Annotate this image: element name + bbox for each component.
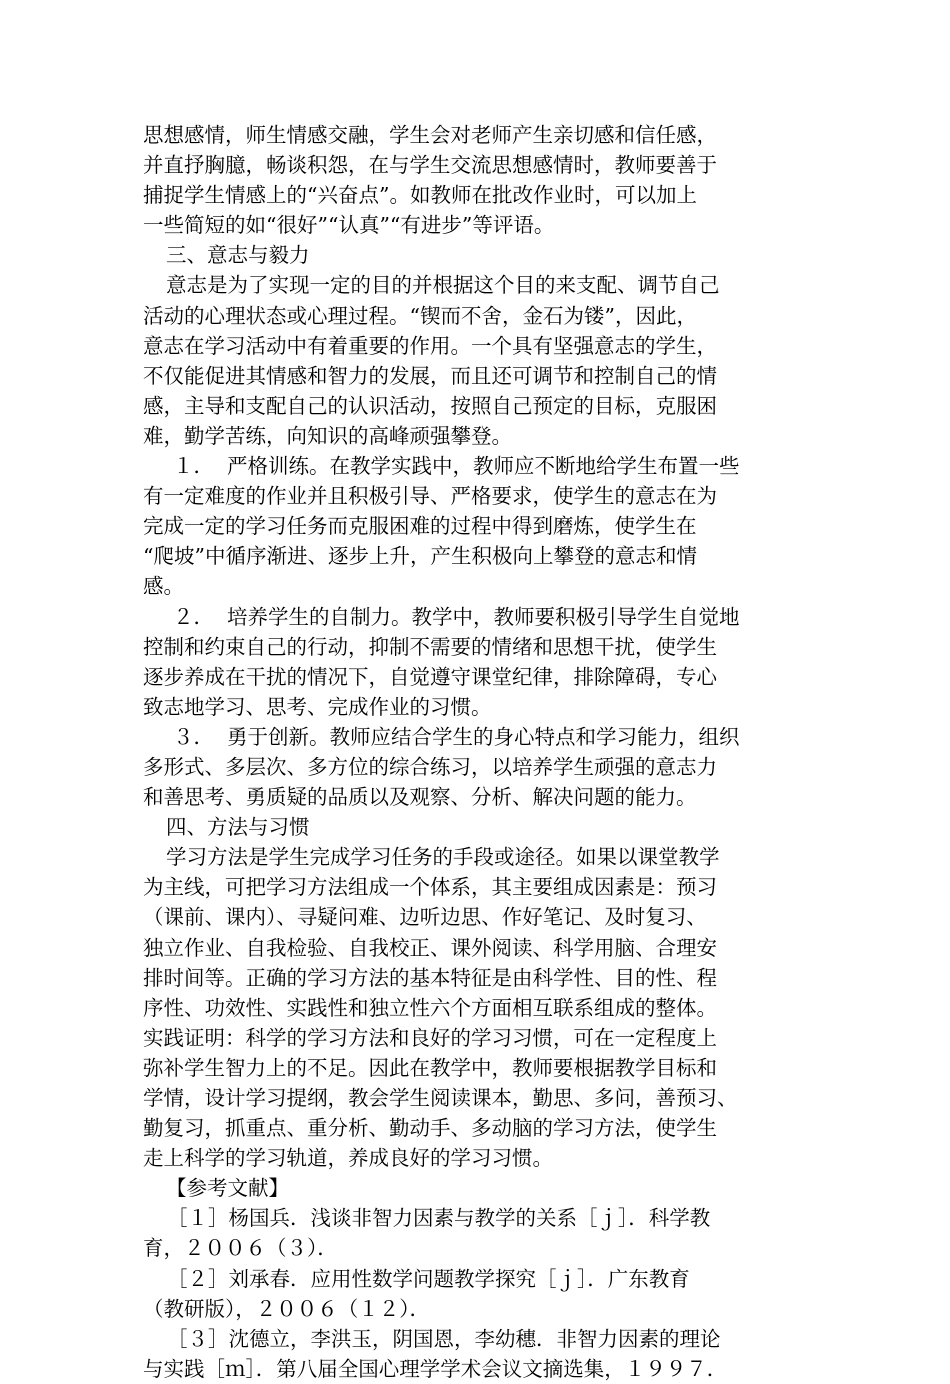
paragraph-line: “爬坡”中循序渐进、逐步上升，产生积极向上攀登的意志和情	[143, 544, 697, 569]
reference-entry-3: ［３］沈德立，李洪玉，阴国恩，李幼穗．非智力因素的理论	[167, 1326, 721, 1351]
paragraph-line: 育，２００６（３）．	[143, 1236, 338, 1261]
paragraph-line: 难，勤学苦练，向知识的高峰顽强攀登。	[143, 423, 512, 448]
paragraph-line: 为主线，可把学习方法组成一个体系，其主要组成因素是：预习	[143, 875, 717, 900]
list-item-1: １． 严格训练。在教学实践中，教师应不断地给学生布置一些	[173, 454, 740, 479]
paragraph-line: 走上科学的学习轨道，养成良好的学习习惯。	[143, 1146, 553, 1171]
paragraph-line: 活动的心理状态或心理过程。“锲而不舍，金石为镂”，因此，	[143, 303, 697, 328]
paragraph-line: 学习方法是学生完成学习任务的手段或途径。如果以课堂教学	[166, 845, 720, 870]
paragraph-line: 与实践［ｍ］．第八届全国心理学学术会议文摘选集，１９９７．	[143, 1356, 728, 1381]
paragraph-line: 独立作业、自我检验、自我校正、课外阅读、科学用脑、合理安	[143, 935, 717, 960]
paragraph-line: （教研版），２００６（１２）．	[143, 1296, 430, 1321]
paragraph-line: 捕捉学生情感上的“兴奋点”。如教师在批改作业时，可以加上	[143, 183, 697, 208]
paragraph-line: 感。	[143, 574, 184, 599]
paragraph-line: 控制和约束自己的行动，抑制不需要的情绪和思想干扰，使学生	[143, 634, 717, 659]
paragraph-line: 弥补学生智力上的不足。因此在教学中，教师要根据教学目标和	[143, 1055, 717, 1080]
paragraph-line: 排时间等。正确的学习方法的基本特征是由科学性、目的性、程	[143, 965, 717, 990]
paragraph-line: 意志在学习活动中有着重要的作用。一个具有坚强意志的学生，	[143, 333, 717, 358]
paragraph-line: 序性、功效性、实践性和独立性六个方面相互联系组成的整体。	[143, 995, 717, 1020]
reference-entry-1: ［１］杨国兵．浅谈非智力因素与教学的关系［ｊ］．科学教	[167, 1206, 711, 1231]
paragraph-line: 完成一定的学习任务而克服困难的过程中得到磨炼，使学生在	[143, 514, 697, 539]
paragraph-line: 实践证明：科学的学习方法和良好的学习习惯，可在一定程度上	[143, 1025, 717, 1050]
document-page	[143, 120, 793, 1384]
section-heading-4: 四、方法与习惯	[166, 815, 310, 840]
paragraph-line: 致志地学习、思考、完成作业的习惯。	[143, 694, 492, 719]
reference-entry-2: ［２］刘承春．应用性数学问题教学探究［ｊ］．广东教育	[167, 1266, 690, 1291]
paragraph-line: 和善思考、勇质疑的品质以及观察、分析、解决问题的能力。	[143, 785, 697, 810]
paragraph-line: （课前、课内）、寻疑问难、边听边思、作好笔记、及时复习、	[143, 905, 707, 930]
section-heading-3: 三、意志与毅力	[166, 243, 310, 268]
list-item-2: ２． 培养学生的自制力。教学中，教师要积极引导学生自觉地	[173, 604, 740, 629]
list-item-3: ３． 勇于创新。教师应结合学生的身心特点和学习能力，组织	[173, 724, 740, 749]
paragraph-line: 逐步养成在干扰的情况下，自觉遵守课堂纪律，排除障碍，专心	[143, 664, 717, 689]
paragraph-line: 思想感情，师生情感交融，学生会对老师产生亲切感和信任感，	[143, 123, 717, 147]
paragraph-line: 并直抒胸臆，畅谈积怨，在与学生交流思想感情时，教师要善于	[143, 153, 717, 178]
paragraph-line: 有一定难度的作业并且积极引导、严格要求，使学生的意志在为	[143, 484, 717, 509]
paragraph-line: 勤复习，抓重点、重分析、勤动手、多动脑的学习方法，使学生	[143, 1116, 717, 1141]
paragraph-line: 多形式、多层次、多方位的综合练习，以培养学生顽强的意志力	[143, 754, 717, 779]
paragraph-line: 感，主导和支配自己的认识活动，按照自己预定的目标，克服困	[143, 393, 717, 418]
paragraph-line: 不仅能促进其情感和智力的发展，而且还可调节和控制自己的情	[143, 363, 717, 388]
references-heading: 【参考文献】	[166, 1176, 289, 1201]
paragraph-line: 学情，设计学习提纲，教会学生阅读课本，勤思、多问，善预习、	[143, 1086, 738, 1110]
paragraph-line: 一些简短的如“很好”“认真”“有进步”等评语。	[143, 213, 555, 238]
paragraph-line: 意志是为了实现一定的目的并根据这个目的来支配、调节自己	[166, 273, 720, 298]
